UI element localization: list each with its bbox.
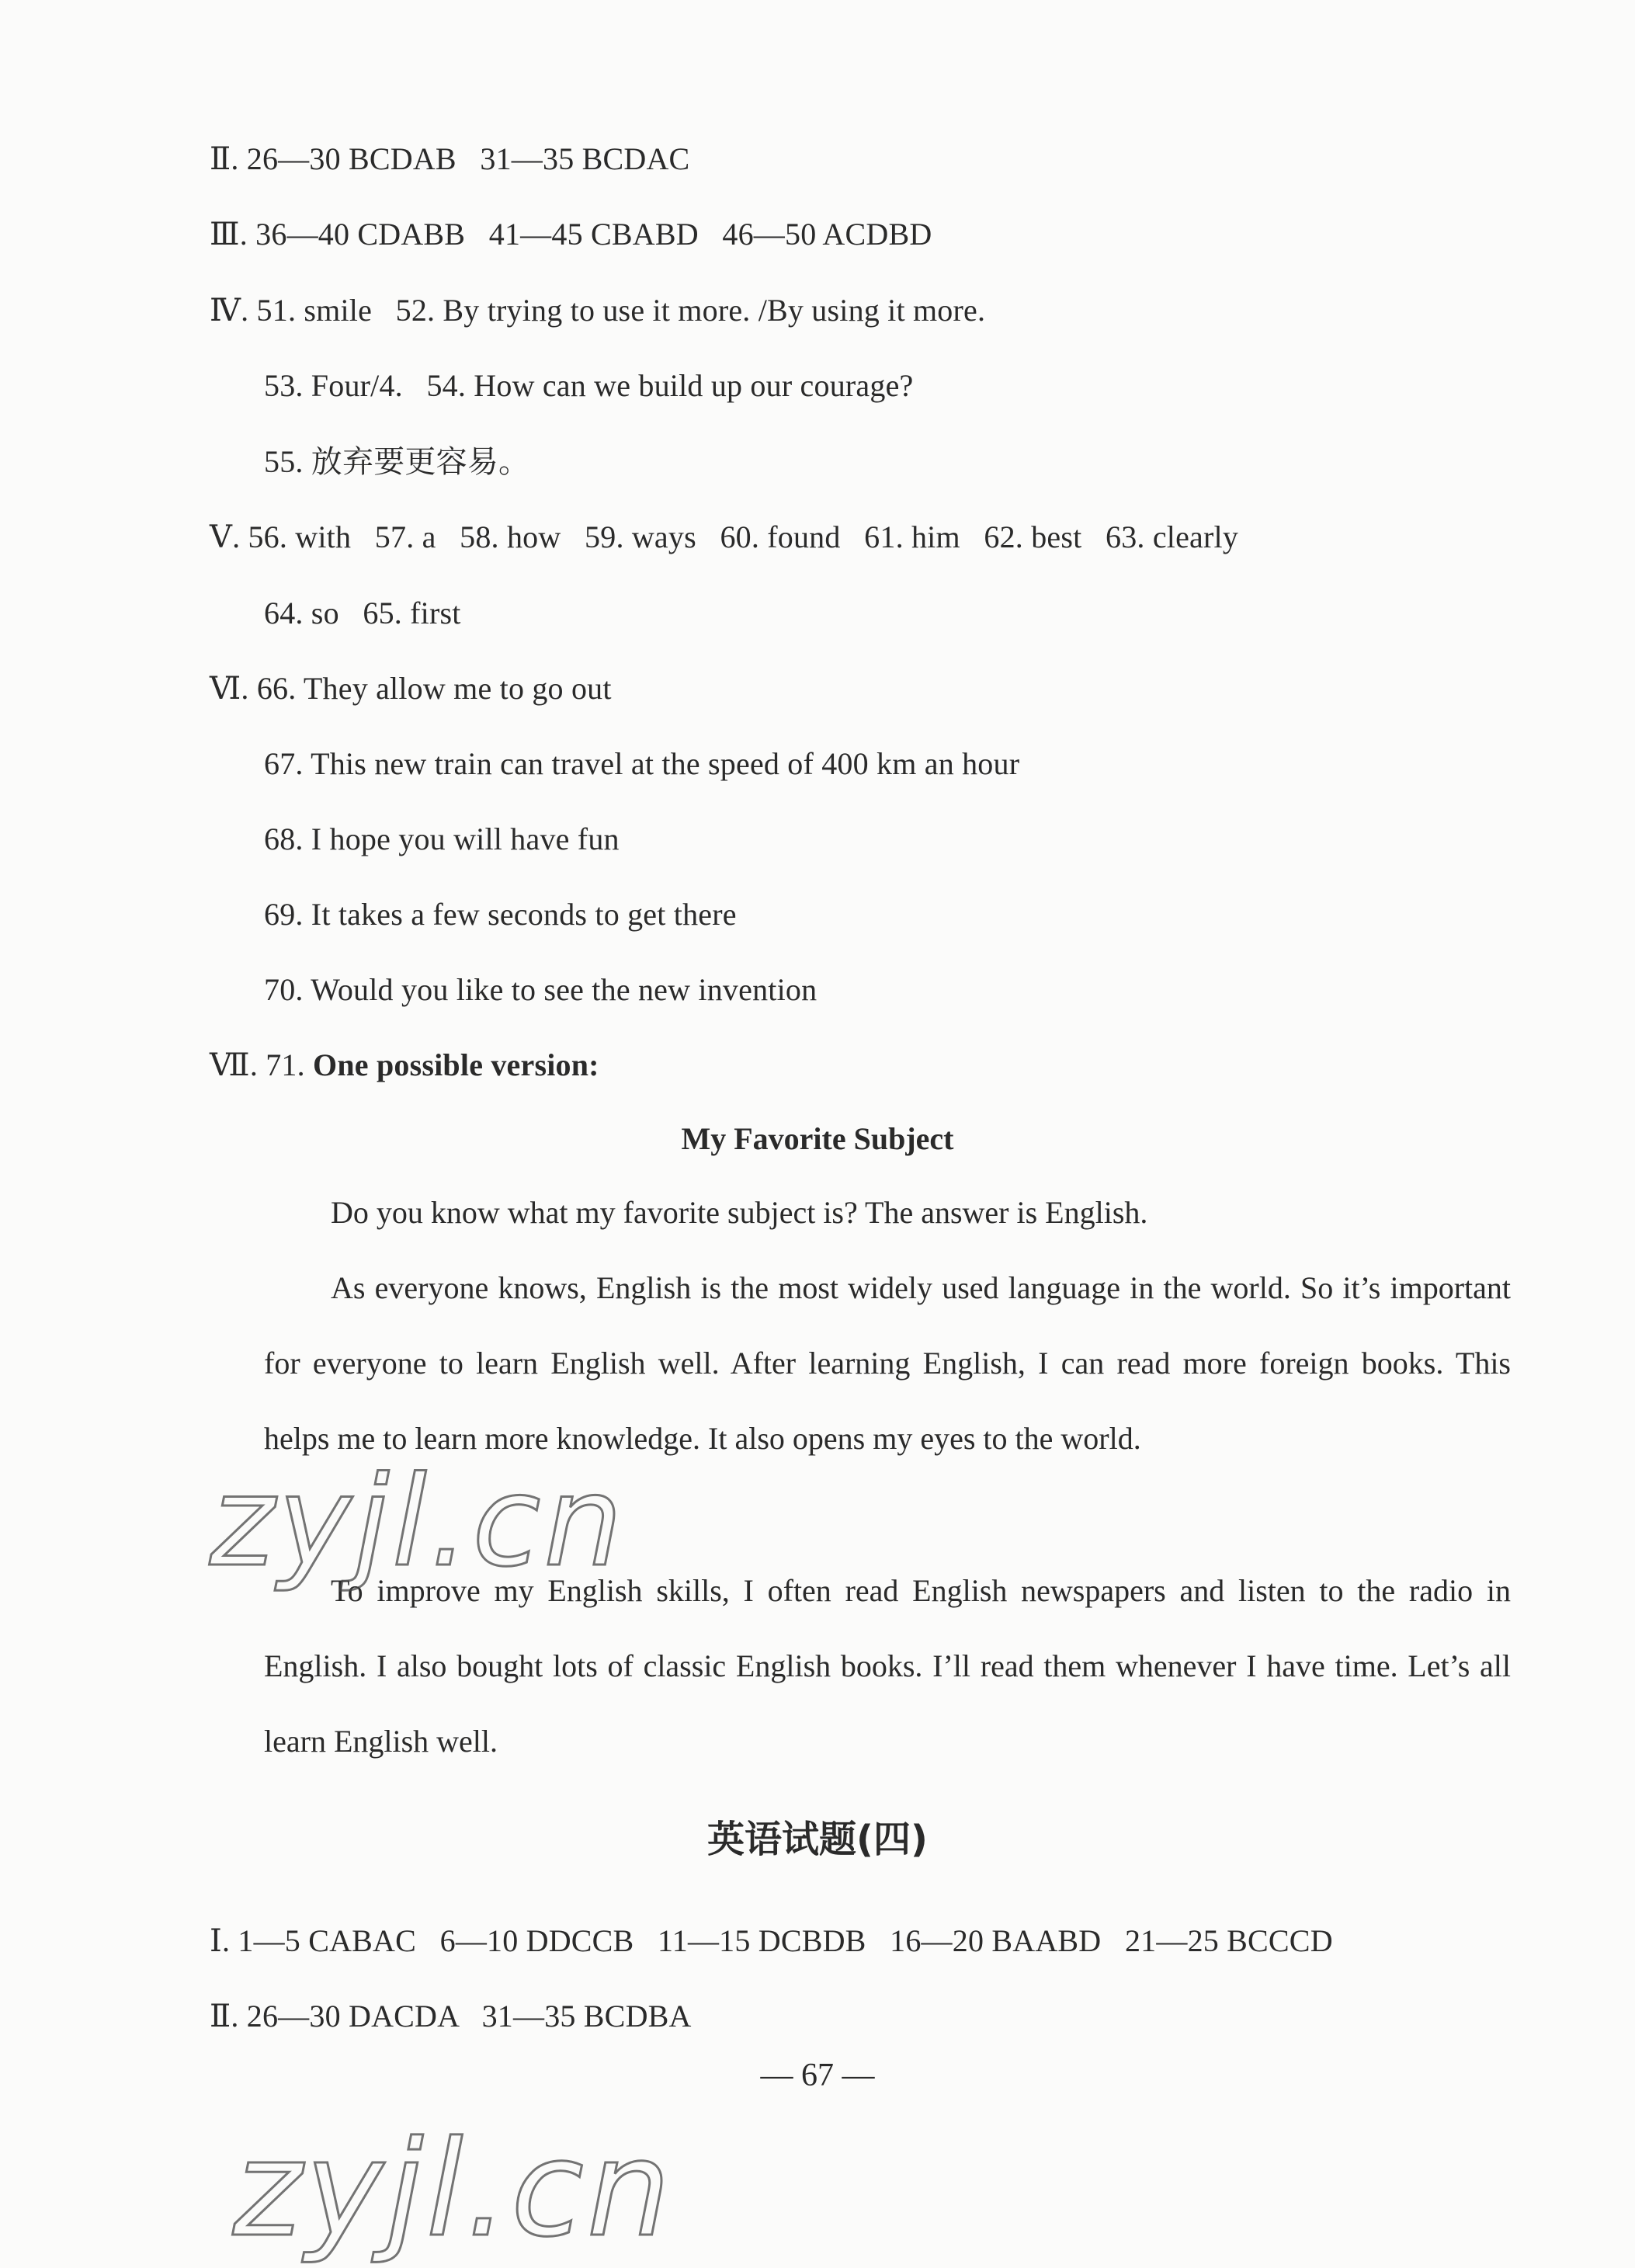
answer-line-v: Ⅴ. 56. with 57. a 58. how 59. ways 60. found 61. him 62. best 63. clearly: [210, 519, 1239, 554]
watermark: zyjl.cn: [233, 2113, 674, 2266]
answer-line-67: 67. This new train can travel at the speed of 400 km an hour: [264, 746, 1020, 781]
answer-line-55: 55. 放弃要更容易。: [264, 444, 530, 479]
answer-line-64: 64. so 65. first: [264, 596, 461, 630]
answer-line-iv: Ⅳ. 51. smile 52. By trying to use it more. /By using it more.: [210, 293, 986, 328]
essay-title: My Favorite Subject: [681, 1121, 954, 1156]
essay-paragraph: To improve my English skills, I often read English newspapers and listen to the radio in English. I also bought lots of classic English books. I’ll read them whenever I have time. Let’s all learn English well.: [264, 1573, 1511, 1759]
answer-line-vii-prefix: Ⅶ. 71.: [210, 1047, 314, 1082]
answer-line-ii: Ⅱ. 26—30 BCDAB 31—35 BCDAC: [210, 141, 690, 176]
page-number: — 67 —: [760, 2058, 875, 2093]
section-title: 英语试题(四): [707, 1818, 928, 1861]
answer-line-69: 69. It takes a few seconds to get there: [264, 897, 737, 932]
essay-paragraph: Do you know what my favorite subject is? The answer is English.: [331, 1195, 1148, 1230]
answer-line-70: 70. Would you like to see the new invention: [264, 972, 818, 1007]
answer-line-vii: [210, 1047, 599, 1082]
essay-paragraph: As everyone knows, English is the most widely used language in the world. So it’s important for everyone to learn English well. After learning English, I can read more foreign books. This helps me to learn more knowledge. It also opens my eyes to the world.: [264, 1270, 1511, 1456]
section4-answer-line-ii: Ⅱ. 26—30 DACDA 31—35 BCDBA: [210, 1999, 692, 2034]
answer-line-53: 53. Four/4. 54. How can we build up our courage?: [264, 368, 914, 403]
watermark: zyjl.cn: [210, 1449, 626, 1594]
possible-version-label: One possible version:: [313, 1047, 599, 1082]
answer-line-vi: Ⅵ. 66. They allow me to go out: [210, 671, 612, 706]
answer-line-68: 68. I hope you will have fun: [264, 821, 620, 856]
section4-answer-line-i: Ⅰ. 1—5 CABAC 6—10 DDCCB 11—15 DCBDB 16—20 BAABD 21—25 BCCCD: [210, 1923, 1333, 1958]
answer-line-iii: Ⅲ. 36—40 CDABB 41—45 CBABD 46—50 ACDBD: [210, 217, 932, 252]
